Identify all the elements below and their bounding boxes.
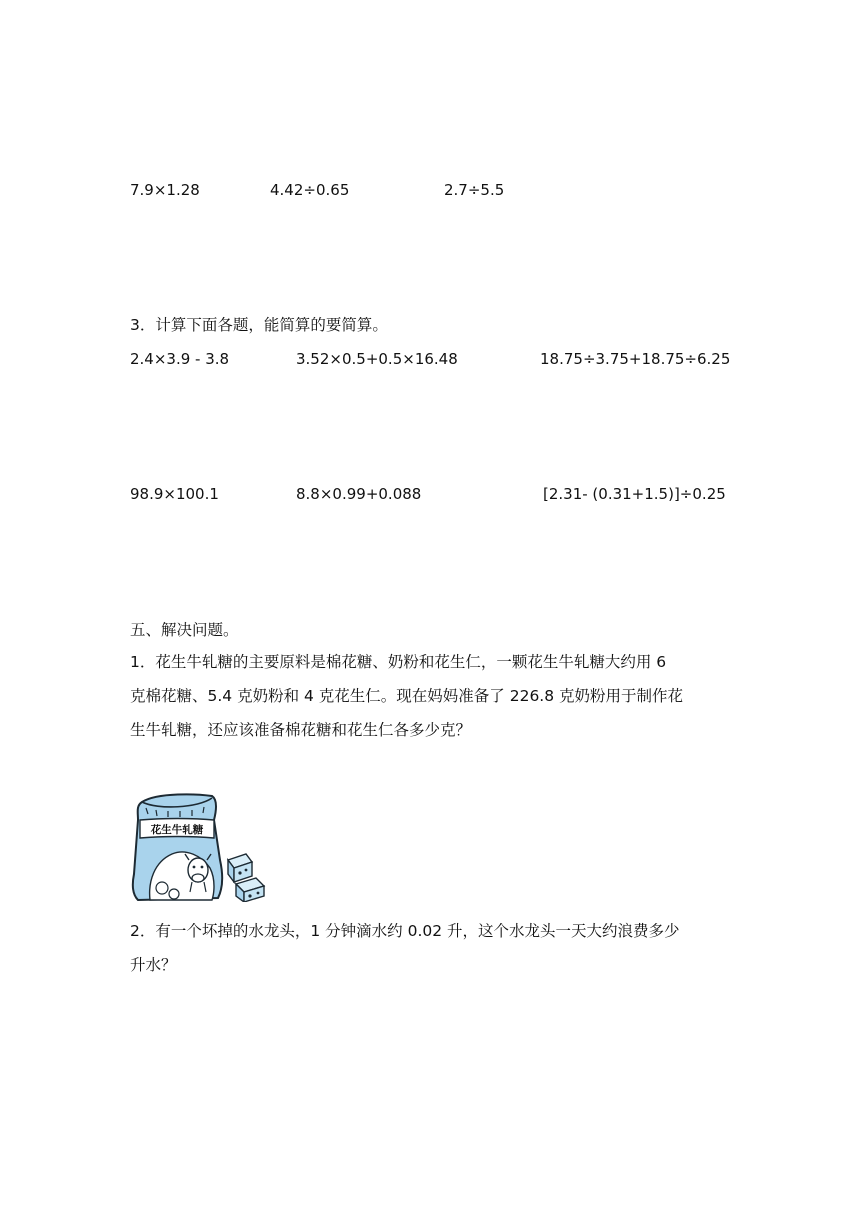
problem-1-line: 1．花生牛轧糖的主要原料是棉花糖、奶粉和花生仁，一颗花生牛轧糖大约用 6	[130, 653, 667, 671]
nougat-bag-illustration	[128, 790, 278, 902]
problem-1	[130, 645, 740, 747]
calc-item: 2.7÷5.5	[444, 181, 505, 199]
problem-1-line: 生牛轧糖，还应该准备棉花糖和花生仁各多少克？	[130, 721, 472, 739]
candy-piece-icon	[228, 854, 252, 882]
problem-2-line: 升水？	[130, 956, 177, 974]
candy-piece-icon	[236, 878, 264, 902]
calc-item: 8.8×0.99+0.088	[296, 485, 422, 503]
calc-item: 7.9×1.28	[130, 181, 200, 199]
problem-2	[130, 914, 740, 982]
section-heading: 五、解决问题。	[130, 621, 239, 639]
nougat-bag-drawing	[128, 790, 278, 902]
problem-1-line: 克棉花糖、5.4 克奶粉和 4 克花生仁。现在妈妈准备了 226.8 克奶粉用于制作花	[130, 687, 684, 705]
calc-item: 3.52×0.5+0.5×16.48	[296, 350, 458, 368]
calc-item: 98.9×100.1	[130, 485, 219, 503]
question-heading: 3．计算下面各题，能简算的要简算。	[130, 316, 388, 334]
calc-item: 2.4×3.9 - 3.8	[130, 350, 230, 368]
bag-label: 花生牛轧糖	[150, 824, 204, 836]
calc-item: [2.31- (0.31+1.5)]÷0.25	[543, 485, 726, 503]
problem-2-line: 2．有一个坏掉的水龙头，1 分钟滴水约 0.02 升，这个水龙头一天大约浪费多少	[130, 922, 680, 940]
calc-item: 18.75÷3.75+18.75÷6.25	[540, 350, 731, 368]
calc-item: 4.42÷0.65	[270, 181, 350, 199]
